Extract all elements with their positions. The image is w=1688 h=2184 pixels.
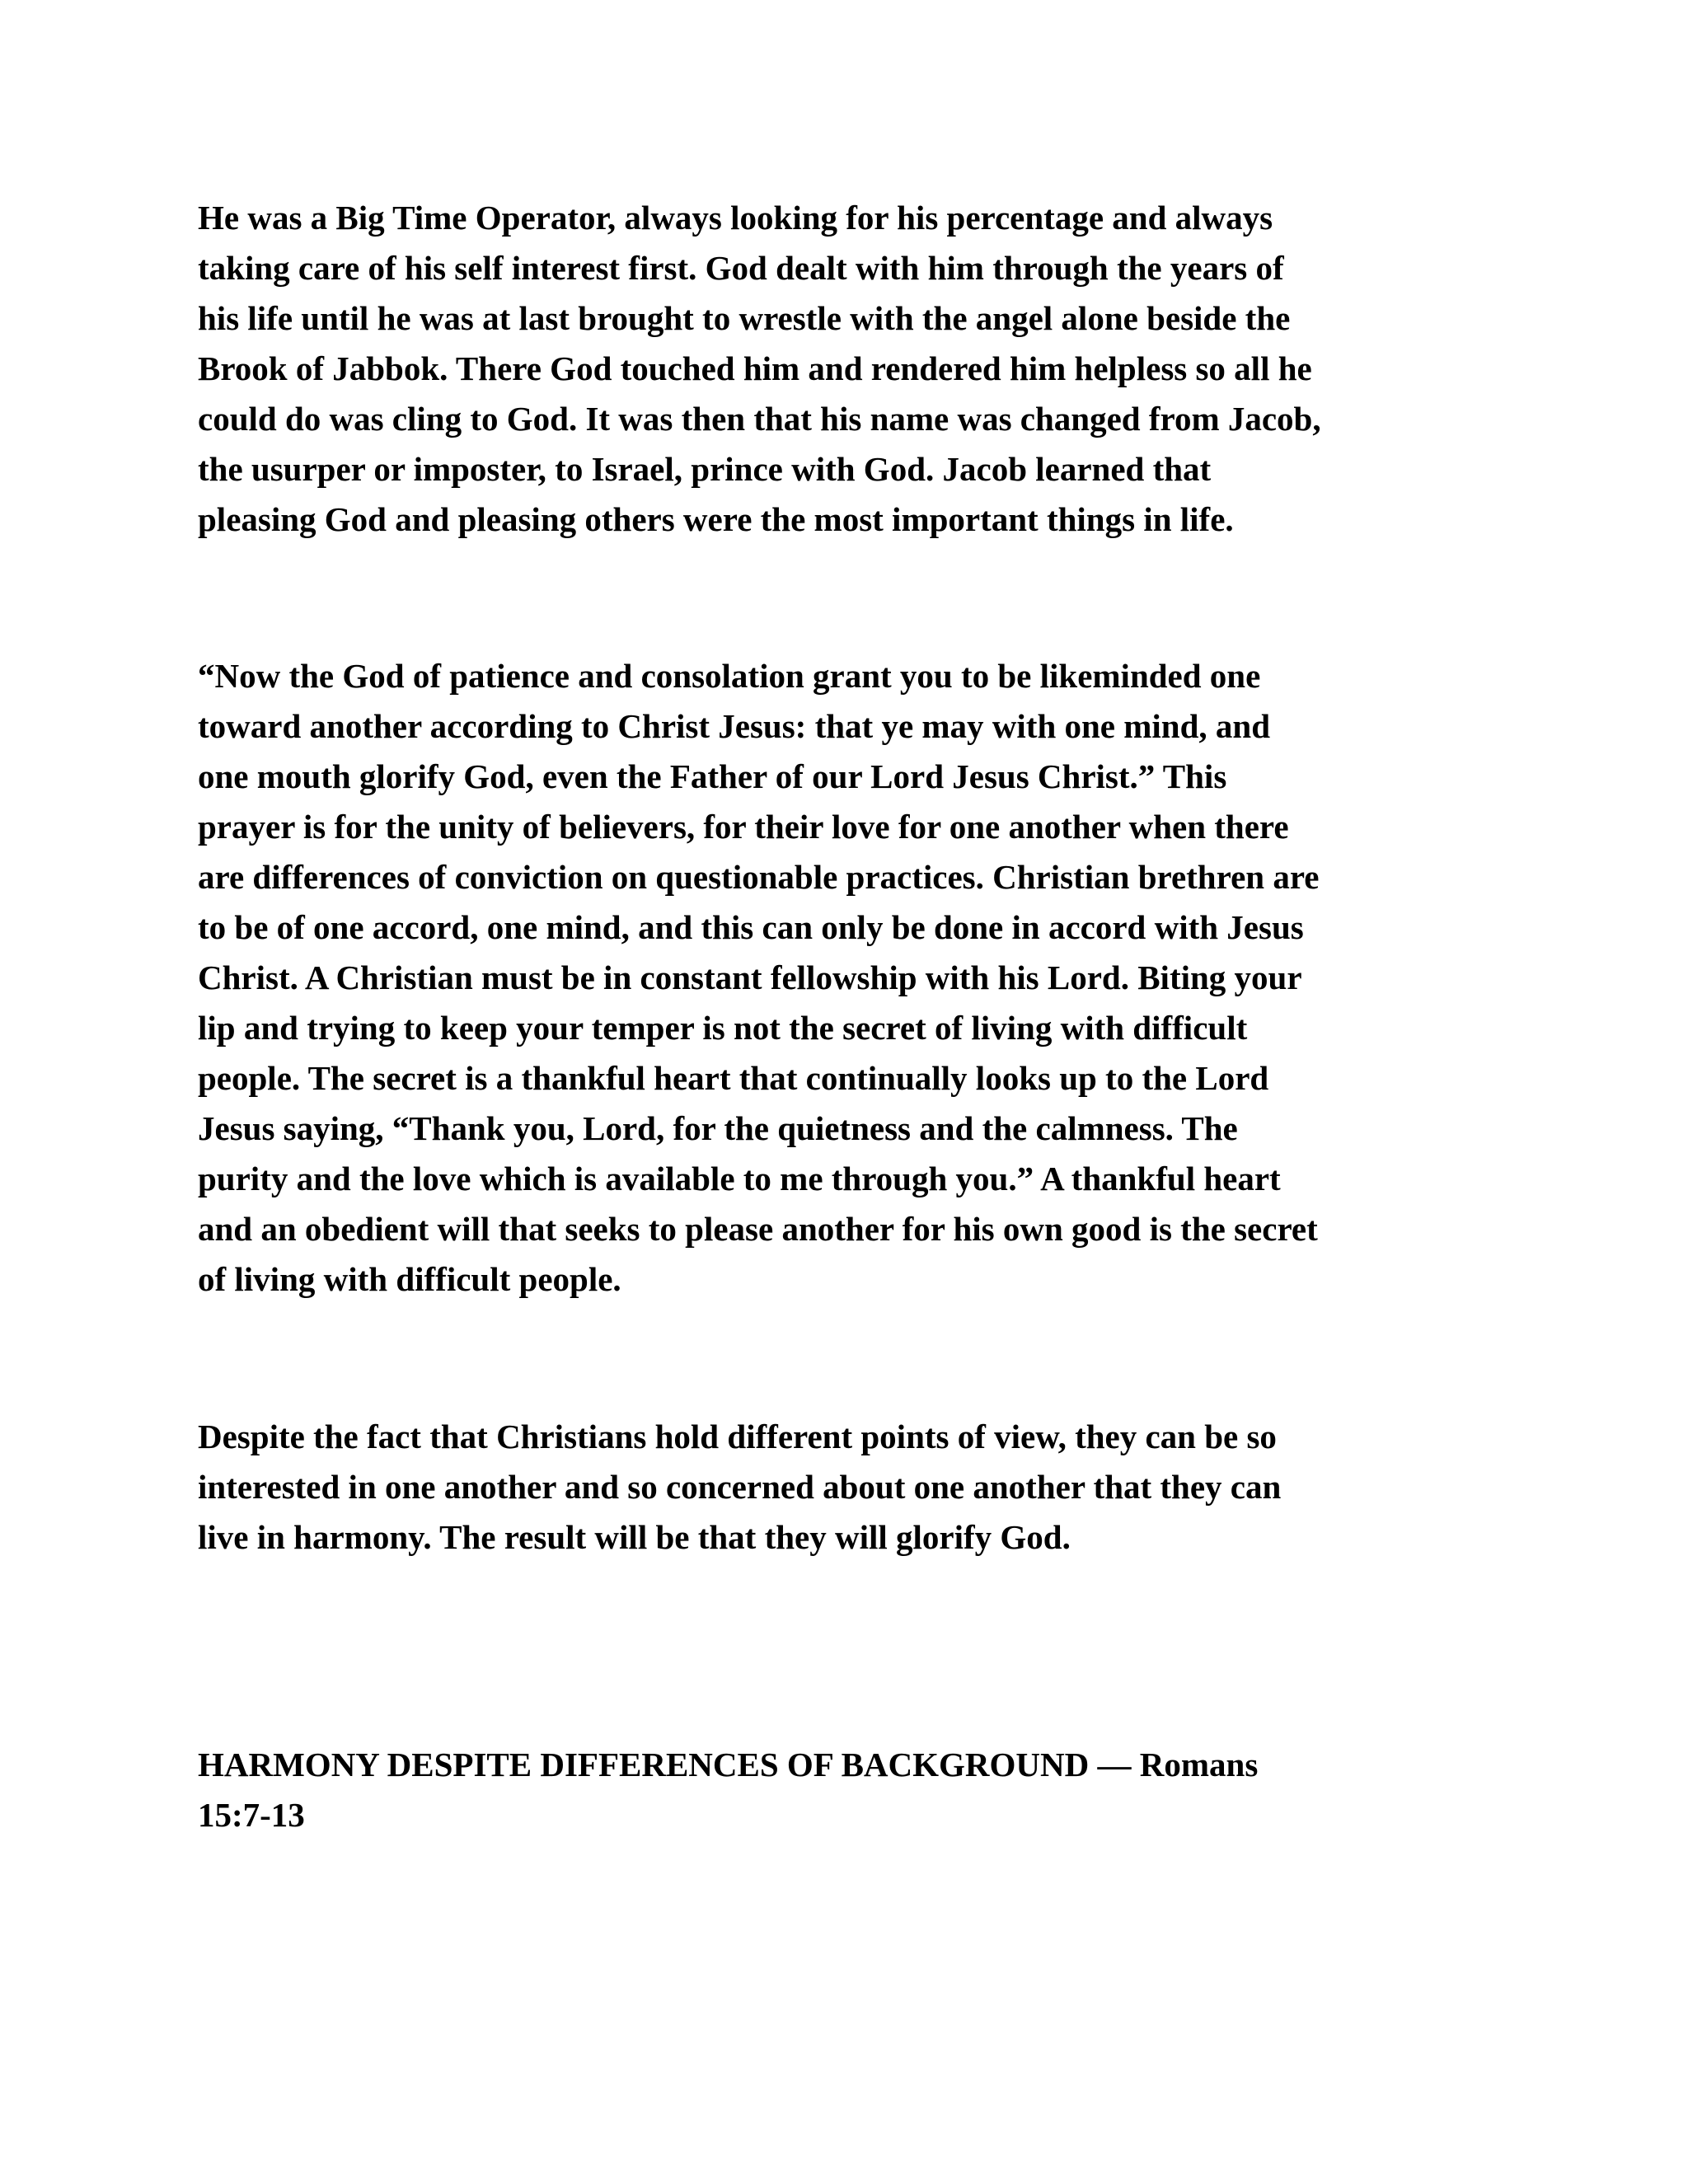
paragraph-like-minded: “Now the God of patience and consolation grant you to be likeminded one toward another according to Christ Jesus: that ye may with one mind, and one mouth glorify God, even the Father of our Lord Jesus Christ.” This prayer is for the unity of believers, for their love for one another when there are differences of conviction on questionable practices. Christian brethren are to be of one accord, one mind, and this can only be done in accord with Jesus Christ. A Christian must be in constant fellowship with his Lord. Biting your lip and trying to keep your temper is not the secret of living with difficult people. The secret is a thankful heart that continually looks up to the Lord Jesus saying, “Thank you, Lord, for the quietness and the calmness. The purity and the love which is available to me through you.” A thankful heart and an obedient will that seeks to please another for his own good is the secret of living with difficult people. [198, 657, 1320, 1298]
section-heading: HARMONY DESPITE DIFFERENCES OF BACKGROUND — Romans 15:7-13 [198, 1746, 1259, 1834]
paragraph-jacob: He was a Big Time Operator, always looking for his percentage and always taking care of his self interest first. God dealt with him through the years of his life until he was at last brought to wrestle with the angel alone beside the Brook of Jabbok. There God touched him and rendered him helpless so all he could do was cling to God. It was then that his name was changed from Jacob, the usurper or imposter, to Israel, prince with God. Jacob learned that pleasing God and pleasing others were the most important things in life. [198, 199, 1321, 538]
paragraph-harmony: Despite the fact that Christians hold different points of view, they can be so interested in one another and so concerned about one another that they can live in harmony. The result will be that they will glorify God. [198, 1418, 1282, 1556]
